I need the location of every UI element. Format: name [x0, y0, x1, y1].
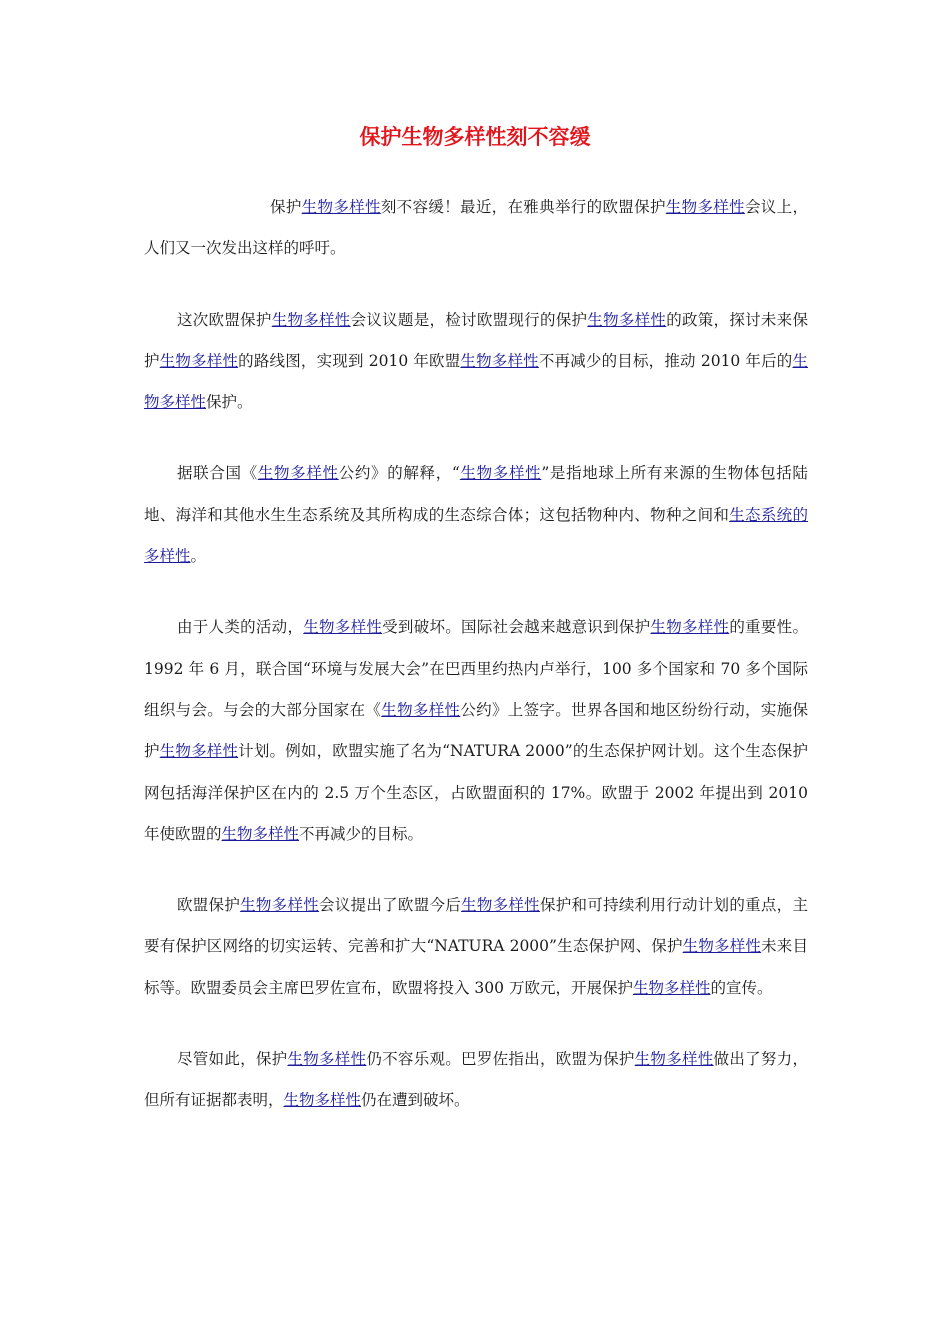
paragraph-text: 保护和可持续利用行动计划的重点，主要有保护区网络的切实运转、完善和扩大“NATURA 2000”生态保护网、保护	[144, 896, 808, 956]
paragraph	[144, 1039, 808, 1122]
paragraph-text: 保护	[270, 198, 302, 216]
paragraph-text: 公约》的解释，“	[338, 464, 460, 483]
keyword-link[interactable]: 生物多样性	[159, 351, 239, 370]
paragraph-text: 不再减少的目标，推动 2010 年后的	[538, 351, 793, 370]
paragraph-text: 刻不容缓！最近，在雅典举行的欧盟保护	[380, 198, 666, 216]
keyword-link[interactable]: 生物多样性	[634, 1050, 714, 1069]
keyword-link[interactable]: 生物多样性	[682, 937, 762, 956]
keyword-link[interactable]: 生物多样性	[459, 464, 542, 483]
paragraph	[144, 187, 808, 270]
paragraph-text: 不再减少的目标。	[299, 824, 424, 843]
paragraph-text: 受到破坏。国际社会越来越意识到保护	[382, 618, 651, 637]
paragraph-text: 尽管如此，保护	[177, 1050, 288, 1069]
keyword-link[interactable]: 生物多样性	[665, 198, 745, 216]
keyword-link[interactable]: 生物多样性	[460, 351, 539, 370]
keyword-link[interactable]: 生物多样性	[271, 310, 351, 329]
paragraph-text: 会议议题是，检讨欧盟现行的保护	[350, 310, 588, 329]
keyword-link[interactable]: 生物多样性	[240, 896, 320, 915]
paragraph-text: 的政策，探讨未来保护	[144, 310, 808, 370]
keyword-link[interactable]: 生物多样性	[587, 310, 667, 329]
paragraph-text: 。	[190, 547, 207, 566]
paragraph-text: 的路线图，实现到 2010 年欧盟	[238, 351, 461, 370]
paragraph-text: 的宣传。	[710, 978, 773, 997]
paragraph-text: 欧盟保护	[177, 896, 241, 915]
keyword-link[interactable]: 生物多样性	[632, 978, 711, 997]
paragraph-text: 会议提出了欧盟今后	[319, 896, 462, 915]
paragraph-text: 保护。	[206, 393, 253, 412]
paragraph-text: 这次欧盟保护	[177, 310, 272, 329]
keyword-link[interactable]: 生物多样性	[301, 198, 381, 216]
document-title: 保护生物多样性刻不容缓	[359, 125, 591, 149]
article-body	[144, 187, 808, 1152]
paragraph-text: 仍不容乐观。巴罗佐指出，欧盟为保护	[366, 1050, 635, 1069]
keyword-link[interactable]: 生物多样性	[650, 618, 730, 637]
paragraph-text: 由于人类的活动，	[177, 618, 304, 637]
paragraph-text: 据联合国《	[177, 464, 258, 483]
keyword-link[interactable]: 生物多样性	[144, 351, 808, 412]
paragraph-text: 做出了努力，但所有证据都表明，	[144, 1050, 808, 1110]
paragraph-text: 仍在遭到破坏。	[361, 1091, 470, 1110]
keyword-link[interactable]: 生物多样性	[159, 742, 239, 761]
paragraph-text: 的重要性。1992 年 6 月，联合国“环境与发展大会”在巴西里约热内卢举行，100 多个国家和 70 多个国际组织与会。与会的大部分国家在《	[144, 618, 808, 719]
paragraph	[144, 885, 808, 1009]
keyword-link[interactable]: 生态系统的多样性	[144, 505, 808, 566]
paragraph	[144, 607, 808, 855]
paragraph-text: ”是指地球上所有来源的生物体包括陆地、海洋和其他水生生态系统及其所构成的生态综合体；这包括物种内、物种之间和	[144, 464, 808, 524]
paragraph	[144, 453, 808, 577]
keyword-link[interactable]: 生物多样性	[221, 824, 300, 843]
paragraph	[144, 300, 808, 424]
paragraph-text: 未来目标等。欧盟委员会主席巴罗佐宣布，欧盟将投入 300 万欧元，开展保护	[144, 937, 808, 997]
keyword-link[interactable]: 生物多样性	[461, 896, 540, 915]
keyword-link[interactable]: 生物多样性	[283, 1091, 362, 1110]
paragraph-text: 计划。例如，欧盟实施了名为“NATURA 2000”的生态保护网计划。这个生态保护网包括海洋保护区在内的 2.5 万个生态区，占欧盟面积的 17%。欧盟于 2002 年提出到 2010 年使欧盟的	[144, 742, 808, 843]
keyword-link[interactable]: 生物多样性	[287, 1050, 367, 1069]
paragraph-text: 公约》上签字。世界各国和地区纷纷行动，实施保护	[144, 700, 808, 761]
keyword-link[interactable]: 生物多样性	[303, 618, 383, 637]
keyword-link[interactable]: 生物多样性	[381, 700, 461, 719]
paragraph-text: 会议上，人们又一次发出这样的呼吁。	[144, 198, 808, 258]
keyword-link[interactable]: 生物多样性	[257, 464, 339, 483]
